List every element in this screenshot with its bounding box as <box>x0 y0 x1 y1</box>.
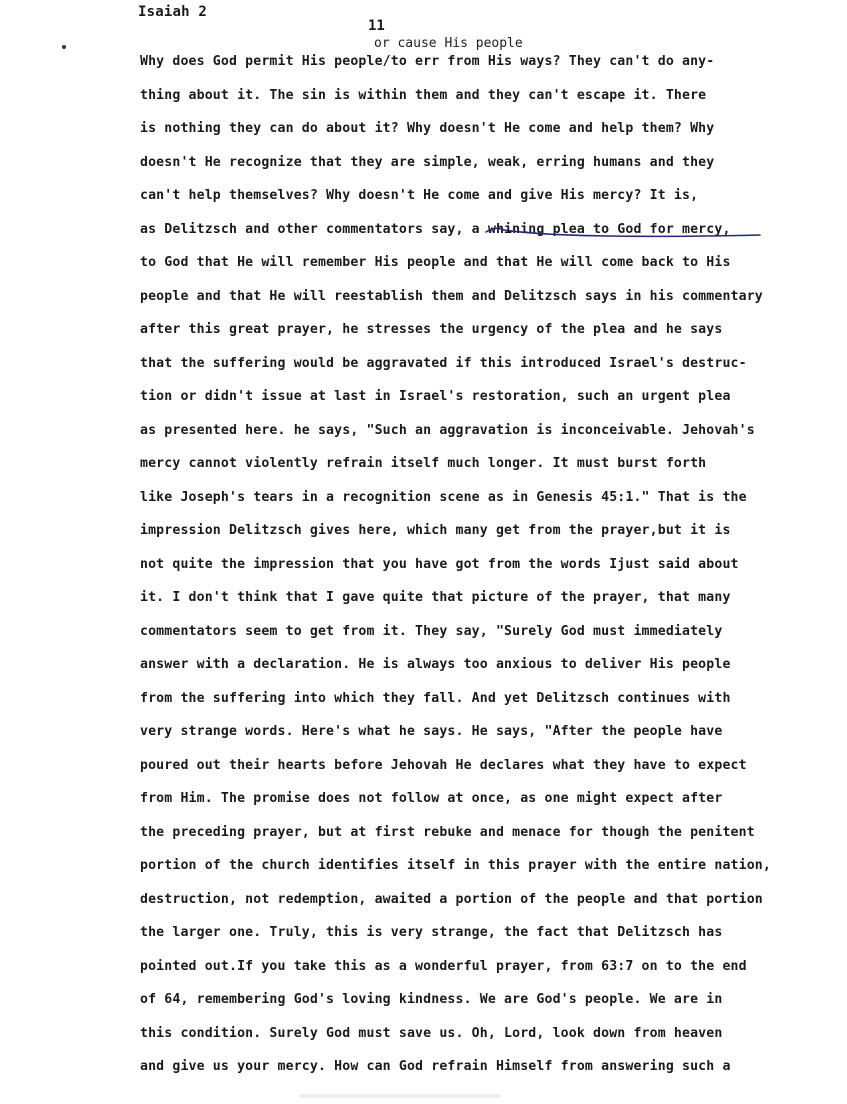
text-line: this condition. Surely God must save us. Oh, Lord, look down from heaven <box>140 1025 723 1041</box>
text-line: from Him. The promise does not follow at once, as one might expect after <box>140 791 723 806</box>
text-line: after this great prayer, he stresses the urgency of the plea and he says <box>140 322 723 337</box>
text-line: answer with a declaration. He is always too anxious to deliver His people <box>140 657 731 672</box>
text-line: as Delitzsch and other commentators say, a whining plea to God for mercy, <box>140 221 731 237</box>
text-line: the larger one. Truly, this is very strange, the fact that Delitzsch has <box>140 925 723 940</box>
text-line: doesn't He recognize that they are simple, weak, erring humans and they <box>140 154 715 170</box>
text-line: people and that He will reestablish them and Delitzsch says in his commentary <box>140 288 763 304</box>
pen-underline-mark <box>484 224 762 242</box>
text-line: from the suffering into which they fall. And yet Delitzsch continues with <box>140 690 731 706</box>
inserted-correction: or cause His people <box>374 36 523 51</box>
text-line: portion of the church identifies itself in this prayer with the entire nation, <box>140 858 771 873</box>
text-line: as presented here. he says, "Such an aggravation is inconceivable. Jehovah's <box>140 422 755 438</box>
text-line: to God that He will remember His people and that He will come back to His <box>140 255 731 270</box>
text-line: and give us your mercy. How can God refrain Himself from answering such a <box>140 1059 731 1074</box>
text-line: can't help themselves? Why doesn't He come and give His mercy? It is, <box>140 188 699 203</box>
text-line: pointed out.If you take this as a wonderful prayer, from 63:7 on to the end <box>140 958 747 974</box>
text-line: tion or didn't issue at last in Israel's restoration, such an urgent plea <box>140 389 731 404</box>
text-line: not quite the impression that you have got from the words Ijust said about <box>140 556 739 572</box>
text-line: it. I don't think that I gave quite that picture of the prayer, that many <box>140 590 731 605</box>
text-line: destruction, not redemption, awaited a portion of the people and that portion <box>140 891 763 907</box>
text-line: of 64, remembering God's loving kindness. We are God's people. We are in <box>140 992 723 1007</box>
page-number: 11 <box>368 18 385 34</box>
section-heading: Isaiah 2 <box>138 4 208 20</box>
text-line: thing about it. The sin is within them and they can't escape it. There <box>140 87 707 103</box>
text-line: that the suffering would be aggravated if this introduced Israel's destruc- <box>140 355 747 371</box>
body-text <box>140 52 820 1091</box>
text-line: the preceding prayer, but at first rebuke and menace for though the penitent <box>140 824 755 840</box>
text-line: commentators seem to get from it. They say, "Surely God must immediately <box>140 623 723 639</box>
scan-smudge <box>300 1094 500 1098</box>
text-line: Why does God permit His people/to err from His ways? They can't do any- <box>140 54 715 69</box>
text-line: impression Delitzsch gives here, which many get from the prayer,but it is <box>140 523 731 538</box>
text-line: poured out their hearts before Jehovah He declares what they have to expect <box>140 757 747 773</box>
text-line: mercy cannot violently refrain itself much longer. It must burst forth <box>140 456 707 471</box>
text-line: like Joseph's tears in a recognition scene as in Genesis 45:1." That is the <box>140 489 747 505</box>
margin-punch-dot <box>62 45 66 49</box>
text-line: very strange words. Here's what he says. He says, "After the people have <box>140 724 723 739</box>
pen-underline-stroke <box>486 228 760 236</box>
text-line: is nothing they can do about it? Why doesn't He come and help them? Why <box>140 121 715 136</box>
